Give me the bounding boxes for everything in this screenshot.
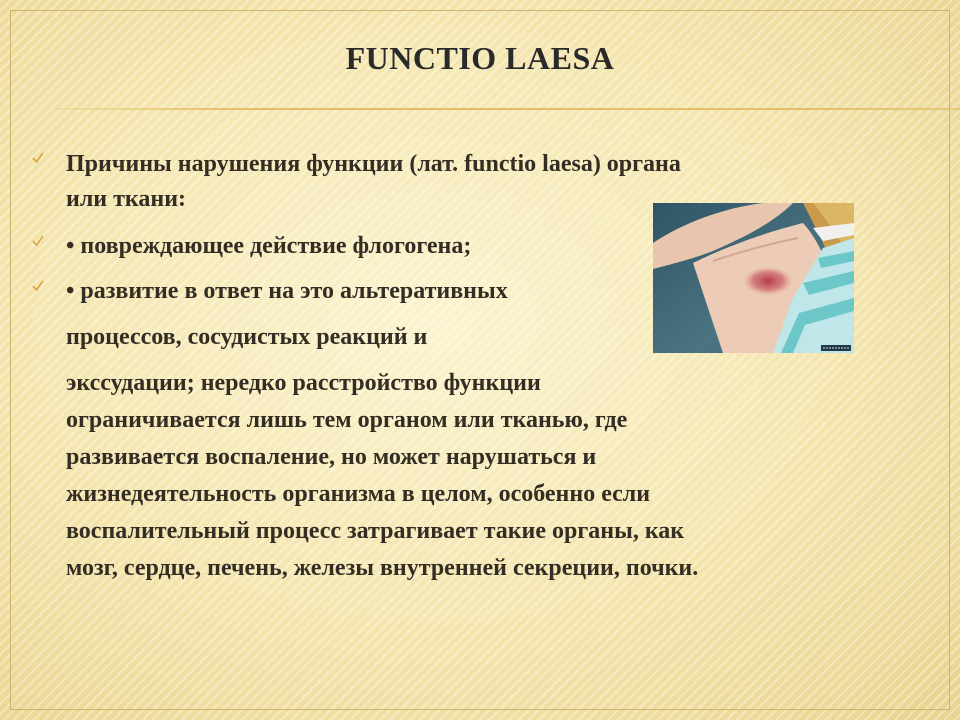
bullet-3-line-5: развивается воспаление, но может нарушаться и [66,444,597,470]
slide-frame [10,10,950,710]
checkmark-icon [30,278,46,294]
bullet-2-line-1: • повреждающее действие флогогена; [66,233,472,259]
slide-title: FUNCTIO LAESA [345,40,615,76]
bullet-1-line-2: или ткани: [66,186,187,212]
bullet-3-line-6: жизнедеятельность организма в целом, особенно если [66,481,651,507]
inflamed-axilla-photo [653,203,854,353]
bullet-3-line-3: экссудации; нередко расстройство функции [66,370,541,396]
bullet-3-line-8: мозг, сердце, печень, железы внутренней секреции, почки. [66,555,699,581]
bullet-3-line-1: • развитие в ответ на это альтеративных [66,278,508,304]
title-divider [55,108,960,110]
checkmark-icon [30,233,46,249]
bullet-3-line-7: воспалительный процесс затрагивает такие органы, как [66,518,685,544]
bullet-1-line-1: Причины нарушения функции (лат. functio laesa) органа [66,151,681,177]
checkmark-icon [30,150,46,166]
bullet-3-line-4: ограничивается лишь тем органом или тканью, где [66,407,628,433]
bullet-3-line-2: процессов, сосудистых реакций и [66,324,428,350]
